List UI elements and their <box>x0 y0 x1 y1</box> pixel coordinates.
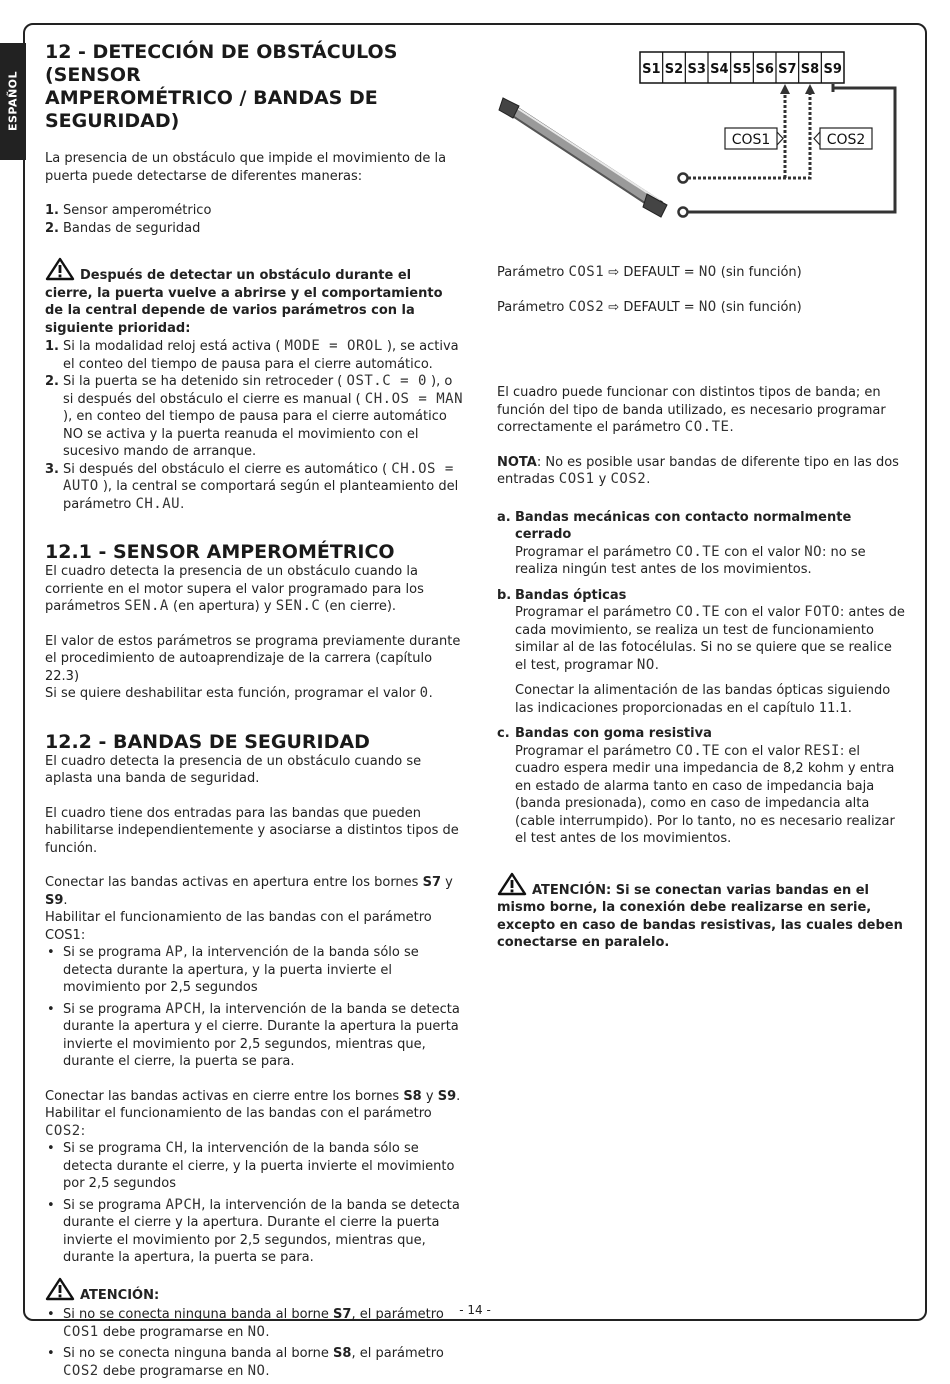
paragraph: El cuadro tiene dos entradas para las bandas que pueden habilitarse independientemente y asociarse a distintos tipos de función. <box>45 805 459 856</box>
section-title <box>45 41 463 133</box>
subsection-title: 12.1 - SENSOR AMPEROMÉTRICO <box>45 541 395 563</box>
terminal-s7: S7 <box>778 62 797 77</box>
arrow <box>805 84 815 94</box>
param-cos2-default: Parámetro COS2 ⇨ DEFAULT = NO (sin función) <box>497 298 802 315</box>
arrow <box>780 84 790 94</box>
opening-options <box>45 944 463 1071</box>
closing-options <box>45 1140 463 1267</box>
paragraph: El cuadro puede funcionar con distintos tipos de banda; en función del tipo de banda utilizado, es necesario programar correctamente el parámetro CO.TE. <box>497 385 886 435</box>
page-number: - 14 - <box>459 1303 491 1317</box>
list-item: • Si no se conecta ninguna banda al borne S7, el parámetro COS1 debe programarse en NO. <box>45 1306 463 1341</box>
attention-heading: ATENCIÓN: <box>45 1277 463 1305</box>
terminal-s4: S4 <box>710 62 729 77</box>
arrow-right-icon: ⇨ <box>608 265 620 280</box>
list-item: • Si no se conecta ninguna banda al borne S8, el parámetro COS2 debe programarse en NO. <box>45 1345 463 1380</box>
terminal-s9: S9 <box>823 62 842 77</box>
terminal-s8: S8 <box>800 62 820 77</box>
left-column <box>45 41 463 1384</box>
safety-edge-icon <box>499 98 667 217</box>
terminal-s3: S3 <box>687 62 706 77</box>
right-column <box>497 264 907 952</box>
terminal-s1: S1 <box>642 62 661 77</box>
subsection-title: 12.2 - BANDAS DE SEGURIDAD <box>45 730 370 753</box>
methods-list <box>45 202 463 237</box>
final-warning: ATENCIÓN: Si se conectan varias bandas en el mismo borne, la conexión debe realizarse en serie, excepto en caso de bandas resistivas, las cuales deben conectarse en paralelo. <box>497 872 907 952</box>
warning-icon <box>45 257 75 281</box>
cos2-label: COS2 <box>826 132 866 148</box>
terminal-s2: S2 <box>664 62 684 77</box>
common-wire <box>688 88 895 212</box>
title-line-2: AMPEROMÉTRICO / BANDAS DE SEGURIDAD) <box>45 87 378 132</box>
wire-terminal <box>679 208 688 217</box>
cos1-label: COS1 <box>731 132 771 148</box>
language-tab <box>0 43 26 160</box>
list-item: a. Bandas mecánicas con contacto normalmente cerrado Programar el parámetro CO.TE con el valor NO: no se realiza ningún test antes de los movimientos. <box>497 509 866 577</box>
list-item: 1. Sensor amperométrico <box>45 203 212 218</box>
paragraph: El valor de estos parámetros se programa previamente durante el procedimiento de autoaprendizaje de la carrera (capítulo 22.3) Si se quiere deshabilitar esta función, programar el valor 0. <box>45 633 461 701</box>
list-item: • Si se programa AP, la intervención de la banda sólo se detecta durante la apertura, y la puerta invierte el movimiento por 2,5 segundos <box>45 944 463 997</box>
priority-rules <box>45 338 463 513</box>
wire-terminal <box>679 174 688 183</box>
paragraph: El cuadro detecta la presencia de un obstáculo cuando la corriente en el motor supera el valor programado para los parámetros SEN.A (en apertura) y SEN.C (en cierre). <box>45 564 424 614</box>
intro-paragraph: La presencia de un obstáculo que impide el movimiento de la puerta puede detectarse de diferentes maneras: <box>45 151 447 184</box>
arrow-right-icon: ⇨ <box>608 299 620 315</box>
param-cos1-default: Parámetro COS1 ⇨ DEFAULT = NO (sin función) <box>497 264 802 280</box>
list-item: • Si se programa APCH, la intervención de la banda se detecta durante el cierre y la apertura. Durante el cierre la puerta invierte el movimiento por 2,5 segundos, mientras que, durante la apertura, la puerta se para. <box>45 1197 463 1267</box>
priority-warning: Después de detectar un obstáculo durante el cierre, la puerta vuelve a abrirse y el comportamiento de la central depende de varios parámetros con la siguiente prioridad: <box>45 257 463 337</box>
list-item: • Si se programa APCH, la intervención de la banda se detecta durante la apertura y el cierre. Durante la apertura la puerta invierte el movimiento por 2,5 segundos, mientras que, durante el cierre, la puerta se para. <box>45 1001 463 1071</box>
paragraph: Conectar las bandas activas en apertura entre los bornes S7 y S9. Habilitar el funcionamiento de las bandas con el parámetro COS1: <box>45 875 453 943</box>
paragraph: El cuadro detecta la presencia de un obstáculo cuando se aplasta una banda de seguridad. <box>45 753 422 786</box>
paragraph: Conectar las bandas activas en cierre entre los bornes S8 y S9. Habilitar el funcionamiento de las bandas con el parámetro COS2: <box>45 1088 461 1139</box>
warning-icon <box>497 872 527 896</box>
language-tab-label: ESPAÑOL <box>6 70 20 132</box>
list-item: 1. Si la modalidad reloj está activa ( MODE = OROL ), se activa el conteo del tiempo de pausa para el cierre automático. <box>45 338 459 372</box>
list-item: 2. Bandas de seguridad <box>45 220 201 236</box>
wiring-diagram <box>497 40 907 230</box>
list-item: b. Bandas ópticas Programar el parámetro CO.TE con el valor FOTO: antes de cada movimiento, se realiza un test de funcionamiento similar al de las fotocélulas. Si no se quiere que se realice el test, programar NO. Conectar la alimentación de las bandas ópticas siguiendo las indicaciones proporcionadas en el capítulo 11.1. <box>497 587 905 716</box>
list-item: c. Bandas con goma resistiva Programar el parámetro CO.TE con el valor RESI: el cuadro espera medir una impedancia de 8,2 kohm y entra en estado de alarma tanto en caso de impedancia baja (banda presionada), como en caso de impedancia alta (cable interrumpido). Por lo tanto, no es necesario realizar el test antes de los movimientos. <box>497 726 895 846</box>
list-item: 3. Si después del obstáculo el cierre es automático ( CH.OS = AUTO ), la central se comportará según el planteamiento del parámetro CH.AU. <box>45 460 459 512</box>
edge-types-list <box>497 509 907 848</box>
warning-icon <box>45 1277 75 1301</box>
list-item: • Si se programa CH, la intervención de la banda sólo se detecta durante el cierre, y la puerta invierte el movimiento por 2,5 segundos <box>45 1140 463 1193</box>
note: NOTA: No es posible usar bandas de diferente tipo en las dos entradas COS1 y COS2. <box>497 454 899 487</box>
terminal-s6: S6 <box>755 62 774 77</box>
terminal-s5: S5 <box>732 62 752 77</box>
list-item: 2. Si la puerta se ha detenido sin retroceder ( OST.C = 0 ), o si después del obstáculo el cierre es manual ( CH.OS = MAN ), en conteo del tiempo de pausa para el cierre automático NO se activa y la puerta reanuda el movimiento con el sucesivo mando de arranque. <box>45 373 464 459</box>
title-line-1: 12 - DETECCIÓN DE OBSTÁCULOS (SENSOR <box>45 41 398 86</box>
